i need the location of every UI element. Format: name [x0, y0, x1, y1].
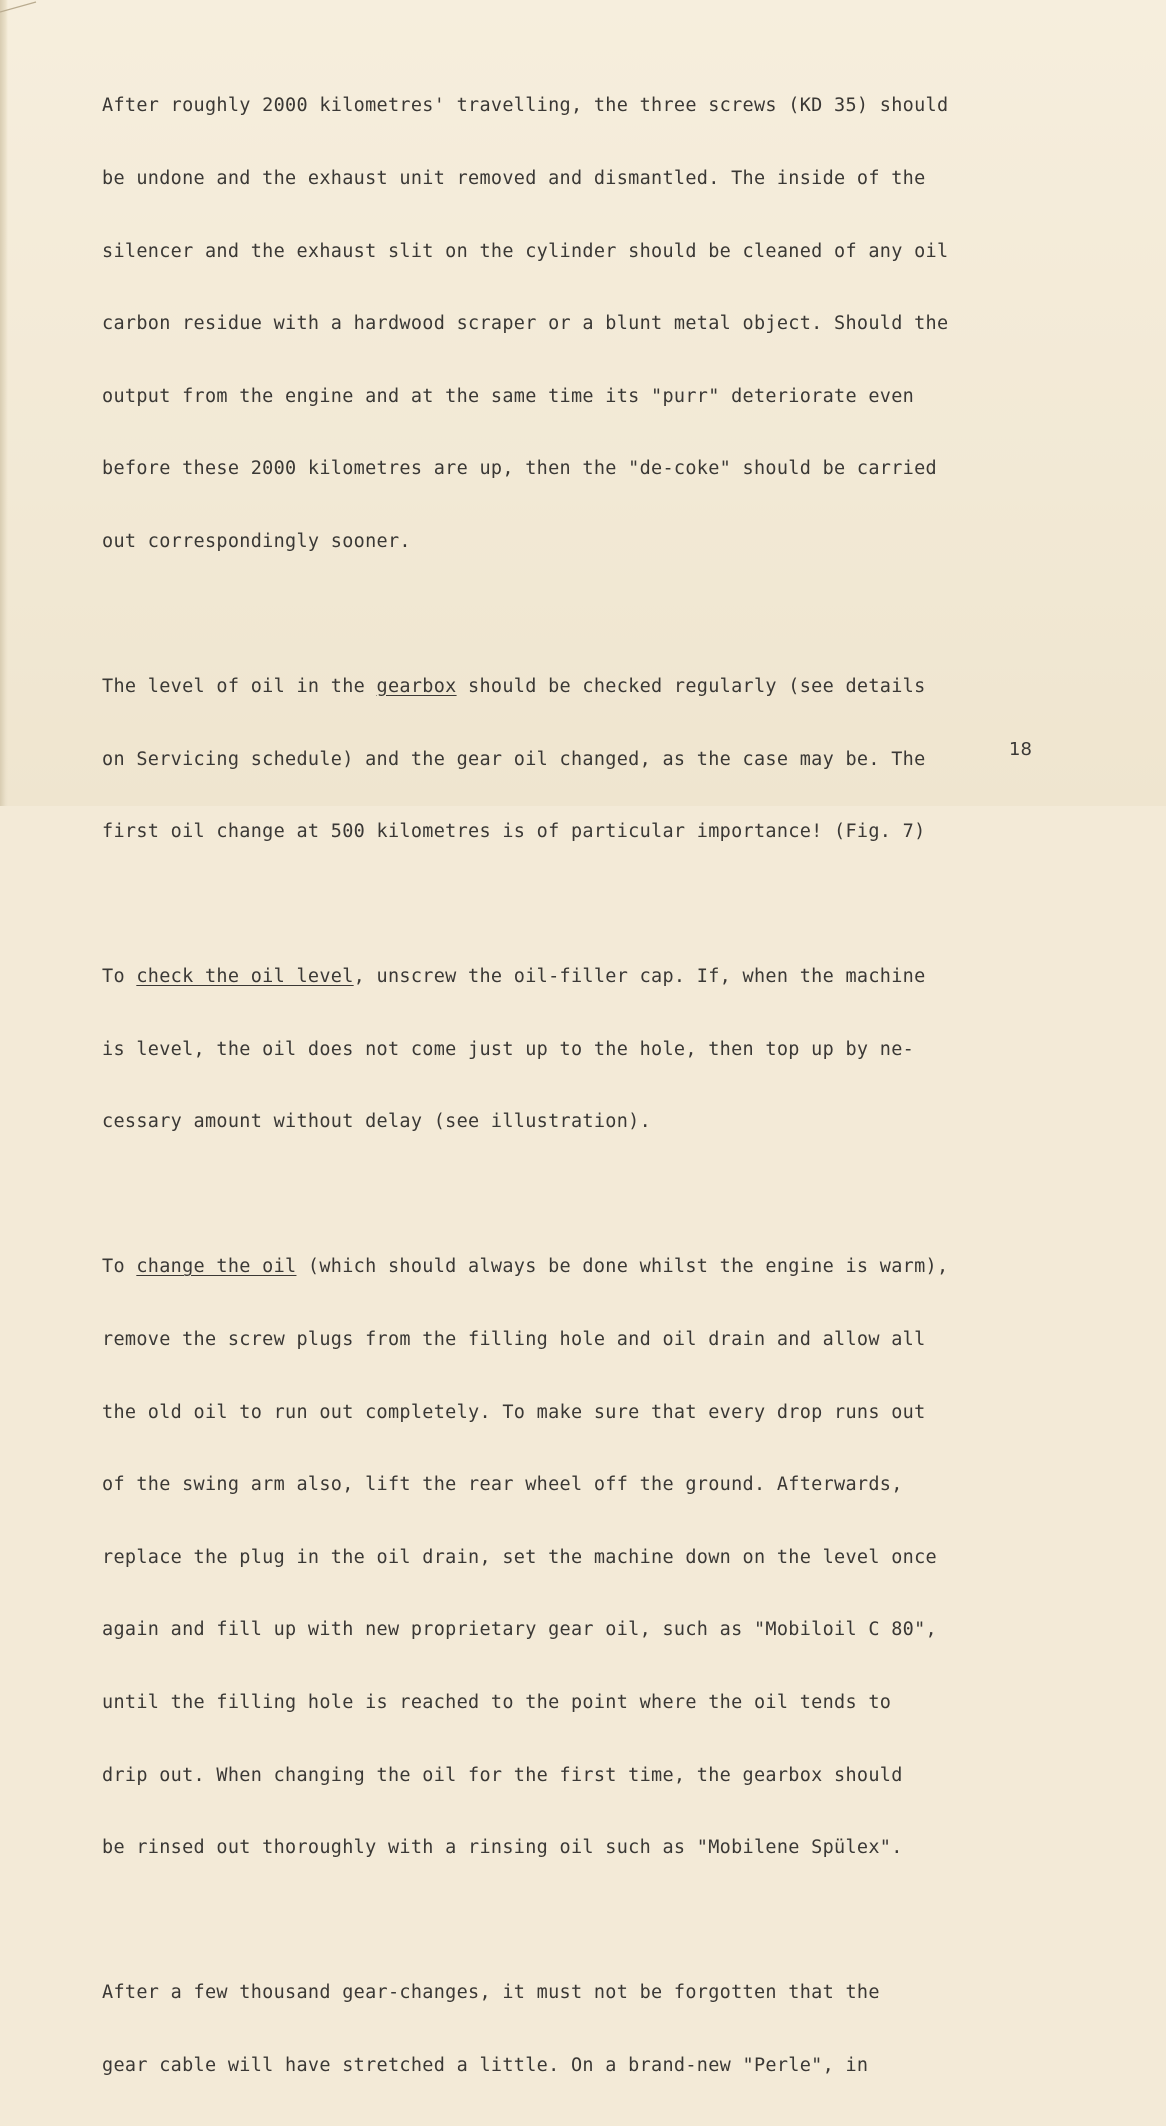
text-line: is level, the oil does not come just up to the hole, then top up by ne-	[102, 1038, 915, 1060]
text-line: output from the engine and at the same time its "purr" deteriorate even	[102, 385, 915, 407]
text-line: silencer and the exhaust slit on the cylinder should be cleaned of any oil	[102, 240, 949, 262]
text-line: replace the plug in the oil drain, set the machine down on the level once	[102, 1546, 937, 1568]
paragraph-check-oil-level	[102, 917, 1092, 1183]
text-segment: , unscrew the oil-filler cap. If, when the machine	[353, 966, 926, 988]
text-line: remove the screw plugs from the filling hole and oil drain and allow all	[102, 1328, 926, 1350]
text-line: After a few thousand gear-changes, it must not be forgotten that the	[102, 1982, 880, 2004]
text-segment: (which should always be done whilst the engine is warm),	[296, 1256, 949, 1278]
underlined-term-check-oil-level: check the oil level	[136, 966, 354, 988]
text-segment: The level of oil in the	[102, 675, 377, 697]
text-segment: should be checked regularly (see details	[456, 675, 926, 697]
underlined-term-gearbox: gearbox	[376, 675, 457, 697]
text-line: on Servicing schedule) and the gear oil changed, as the case may be. The	[102, 748, 926, 770]
text-line: gear cable will have stretched a little. On a brand-new "Perle", in	[102, 2054, 869, 2076]
text-line: again and fill up with new proprietary gear oil, such as "Mobiloil C 80",	[102, 1619, 937, 1641]
underlined-term-change-oil: change the oil	[136, 1256, 297, 1278]
text-line	[102, 965, 1092, 989]
text-line: until the filling hole is reached to the point where the oil tends to	[102, 1691, 892, 1713]
text-line: before these 2000 kilometres are up, then the "de-coke" should be carried	[102, 458, 937, 480]
text-line	[102, 675, 1092, 699]
text-line: out correspondingly sooner.	[102, 530, 411, 552]
text-segment: To	[102, 966, 137, 988]
paragraph-gear-cable	[102, 1933, 1092, 2126]
text-line: the old oil to run out completely. To make sure that every drop runs out	[102, 1401, 926, 1423]
paragraph-gearbox-oil-level	[102, 627, 1092, 893]
text-line: be undone and the exhaust unit removed and dismantled. The inside of the	[102, 168, 926, 189]
text-segment: To	[102, 1256, 137, 1278]
page-number: 18	[1009, 739, 1032, 760]
text-line: of the swing arm also, lift the rear wheel off the ground. Afterwards,	[102, 1474, 903, 1496]
paragraph-change-oil	[102, 1207, 1092, 1909]
text-line	[102, 1255, 1092, 1279]
page-binding-edge	[0, 0, 8, 806]
text-line: cessary amount without delay (see illustration).	[102, 1111, 652, 1133]
text-line: After roughly 2000 kilometres' travelling, the three screws (KD 35) should	[102, 95, 949, 117]
page-corner-crease	[0, 0, 40, 20]
text-line: drip out. When changing the oil for the first time, the gearbox should	[102, 1764, 903, 1786]
text-line: carbon residue with a hardwood scraper or a blunt metal object. Should the	[102, 313, 949, 335]
text-line: be rinsed out thoroughly with a rinsing oil such as "Mobilene Spülex".	[102, 1837, 903, 1859]
text-line: first oil change at 500 kilometres is of particular importance! (Fig. 7)	[102, 821, 926, 843]
paragraph-exhaust-decoke	[102, 46, 1092, 603]
body-text	[102, 46, 1092, 2126]
